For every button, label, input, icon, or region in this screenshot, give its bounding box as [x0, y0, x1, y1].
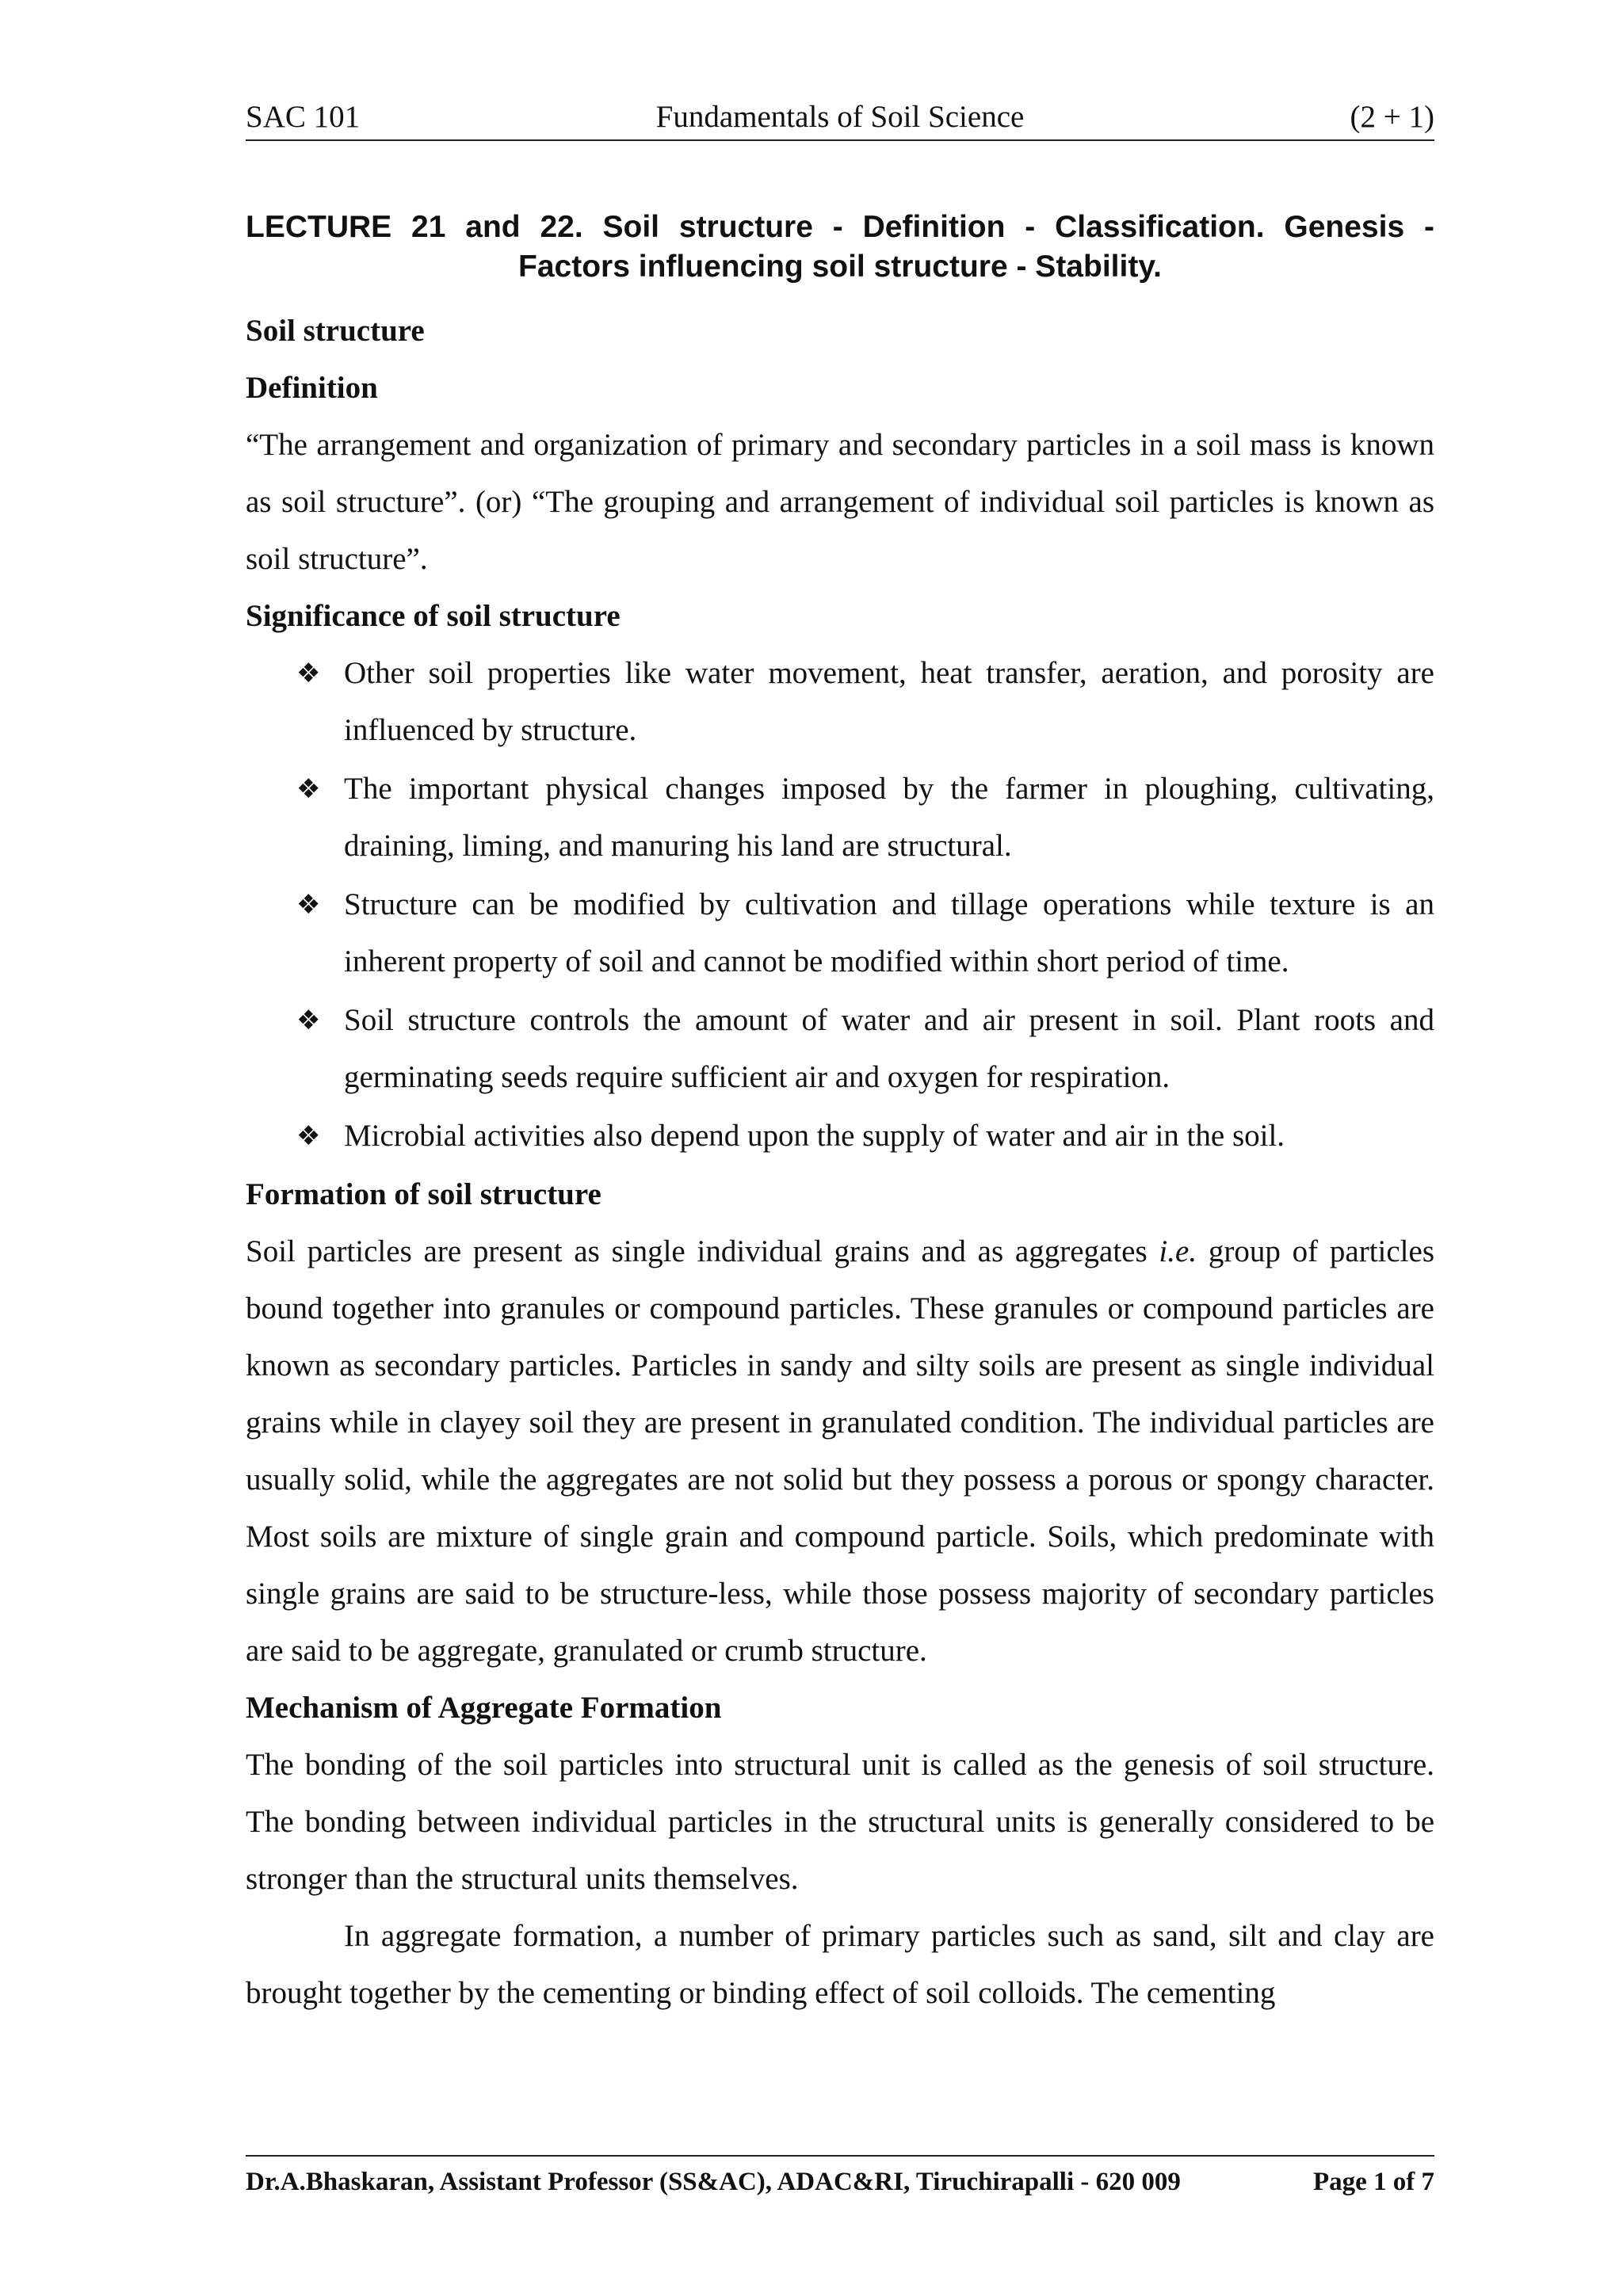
footer-author: Dr.A.Bhaskaran, Assistant Professor (SS&AC), ADAC&RI, Tiruchirapalli - 620 009	[246, 2168, 1181, 2196]
course-code: SAC 101	[246, 100, 361, 134]
list-item	[296, 876, 1434, 990]
page-number: Page 1 of 7	[1312, 2168, 1434, 2196]
list-item	[296, 645, 1434, 759]
list-item-text: Structure can be modified by cultivation and tillage operations while texture is an inherent property of soil and cannot be modified within short period of time.	[344, 887, 1434, 978]
list-item	[296, 761, 1434, 875]
formation-text-ie: i.e.	[1159, 1234, 1197, 1268]
mechanism-paragraph: The bonding of the soil particles into structural unit is called as the genesis of soil structure. The bonding between individual particles in the structural units is generally considered to be stronger than the structural units themselves.	[246, 1748, 1434, 1896]
significance-list	[246, 645, 1434, 1165]
lecture-title	[246, 208, 1434, 287]
formation-heading: Formation of soil structure	[246, 1177, 601, 1211]
mechanism-heading: Mechanism of Aggregate Formation	[246, 1691, 722, 1725]
diamond-bullet-icon: ❖	[296, 1005, 321, 1036]
formation-paragraph	[246, 1223, 1434, 1680]
course-title: Fundamentals of Soil Science	[655, 100, 1025, 134]
page-header	[246, 95, 1434, 141]
diamond-bullet-icon: ❖	[296, 889, 321, 921]
list-item-text: The important physical changes imposed by the farmer in ploughing, cultivating, draining, liming, and manuring his land are structural.	[344, 772, 1434, 863]
list-item-text: Microbial activities also depend upon the supply of water and air in the soil.	[344, 1119, 1285, 1153]
diamond-bullet-icon: ❖	[296, 1120, 321, 1152]
list-item-text: Soil structure controls the amount of water and air present in soil. Plant roots and germinating seeds require sufficient air and oxygen for respiration.	[344, 1003, 1434, 1094]
definition-paragraph: “The arrangement and organization of primary and secondary particles in a soil mass is known as soil structure”. (or) “The grouping and arrangement of individual soil particles is known as soil structure”.	[246, 428, 1434, 576]
list-item	[296, 1108, 1434, 1165]
list-item-text: Other soil properties like water movement, heat transfer, aeration, and porosity are influenced by structure.	[344, 656, 1434, 747]
formation-text-part-b: group of particles bound together into granules or compound particles. These granules or compound particles are known as secondary particles. Particles in sandy and silty soils are present as single individual grains while in clayey soil they are present in granulated condition. The individual particles are usually solid, while the aggregates are not solid but they possess a porous or spongy character. Most soils are mixture of single grain and compound particle. Soils, which predominate with single grains are said to be structure-less, while those possess majority of secondary particles are said to be aggregate, granulated or crumb structure.	[246, 1234, 1434, 1668]
lecture-title-line-1: LECTURE 21 and 22. Soil structure - Definition - Classification. Genesis -	[246, 210, 1434, 244]
lecture-title-line-2: Factors influencing soil structure - Stability.	[518, 250, 1162, 284]
formation-text-part-a: Soil particles are present as single individual grains and as aggregates	[246, 1234, 1159, 1268]
page-content	[246, 208, 1434, 2022]
diamond-bullet-icon: ❖	[296, 658, 321, 689]
mechanism-paragraph-2: In aggregate formation, a number of primary particles such as sand, silt and clay are brought together by the cementing or binding effect of soil colloids. The cementing	[246, 1919, 1434, 2010]
definition-heading: Definition	[246, 371, 378, 405]
soil-structure-heading: Soil structure	[246, 314, 425, 348]
list-item	[296, 992, 1434, 1106]
page-footer	[246, 2155, 1434, 2197]
diamond-bullet-icon: ❖	[296, 773, 321, 805]
significance-heading: Significance of soil structure	[246, 599, 621, 633]
credit-hours: (2 + 1)	[1350, 100, 1434, 134]
